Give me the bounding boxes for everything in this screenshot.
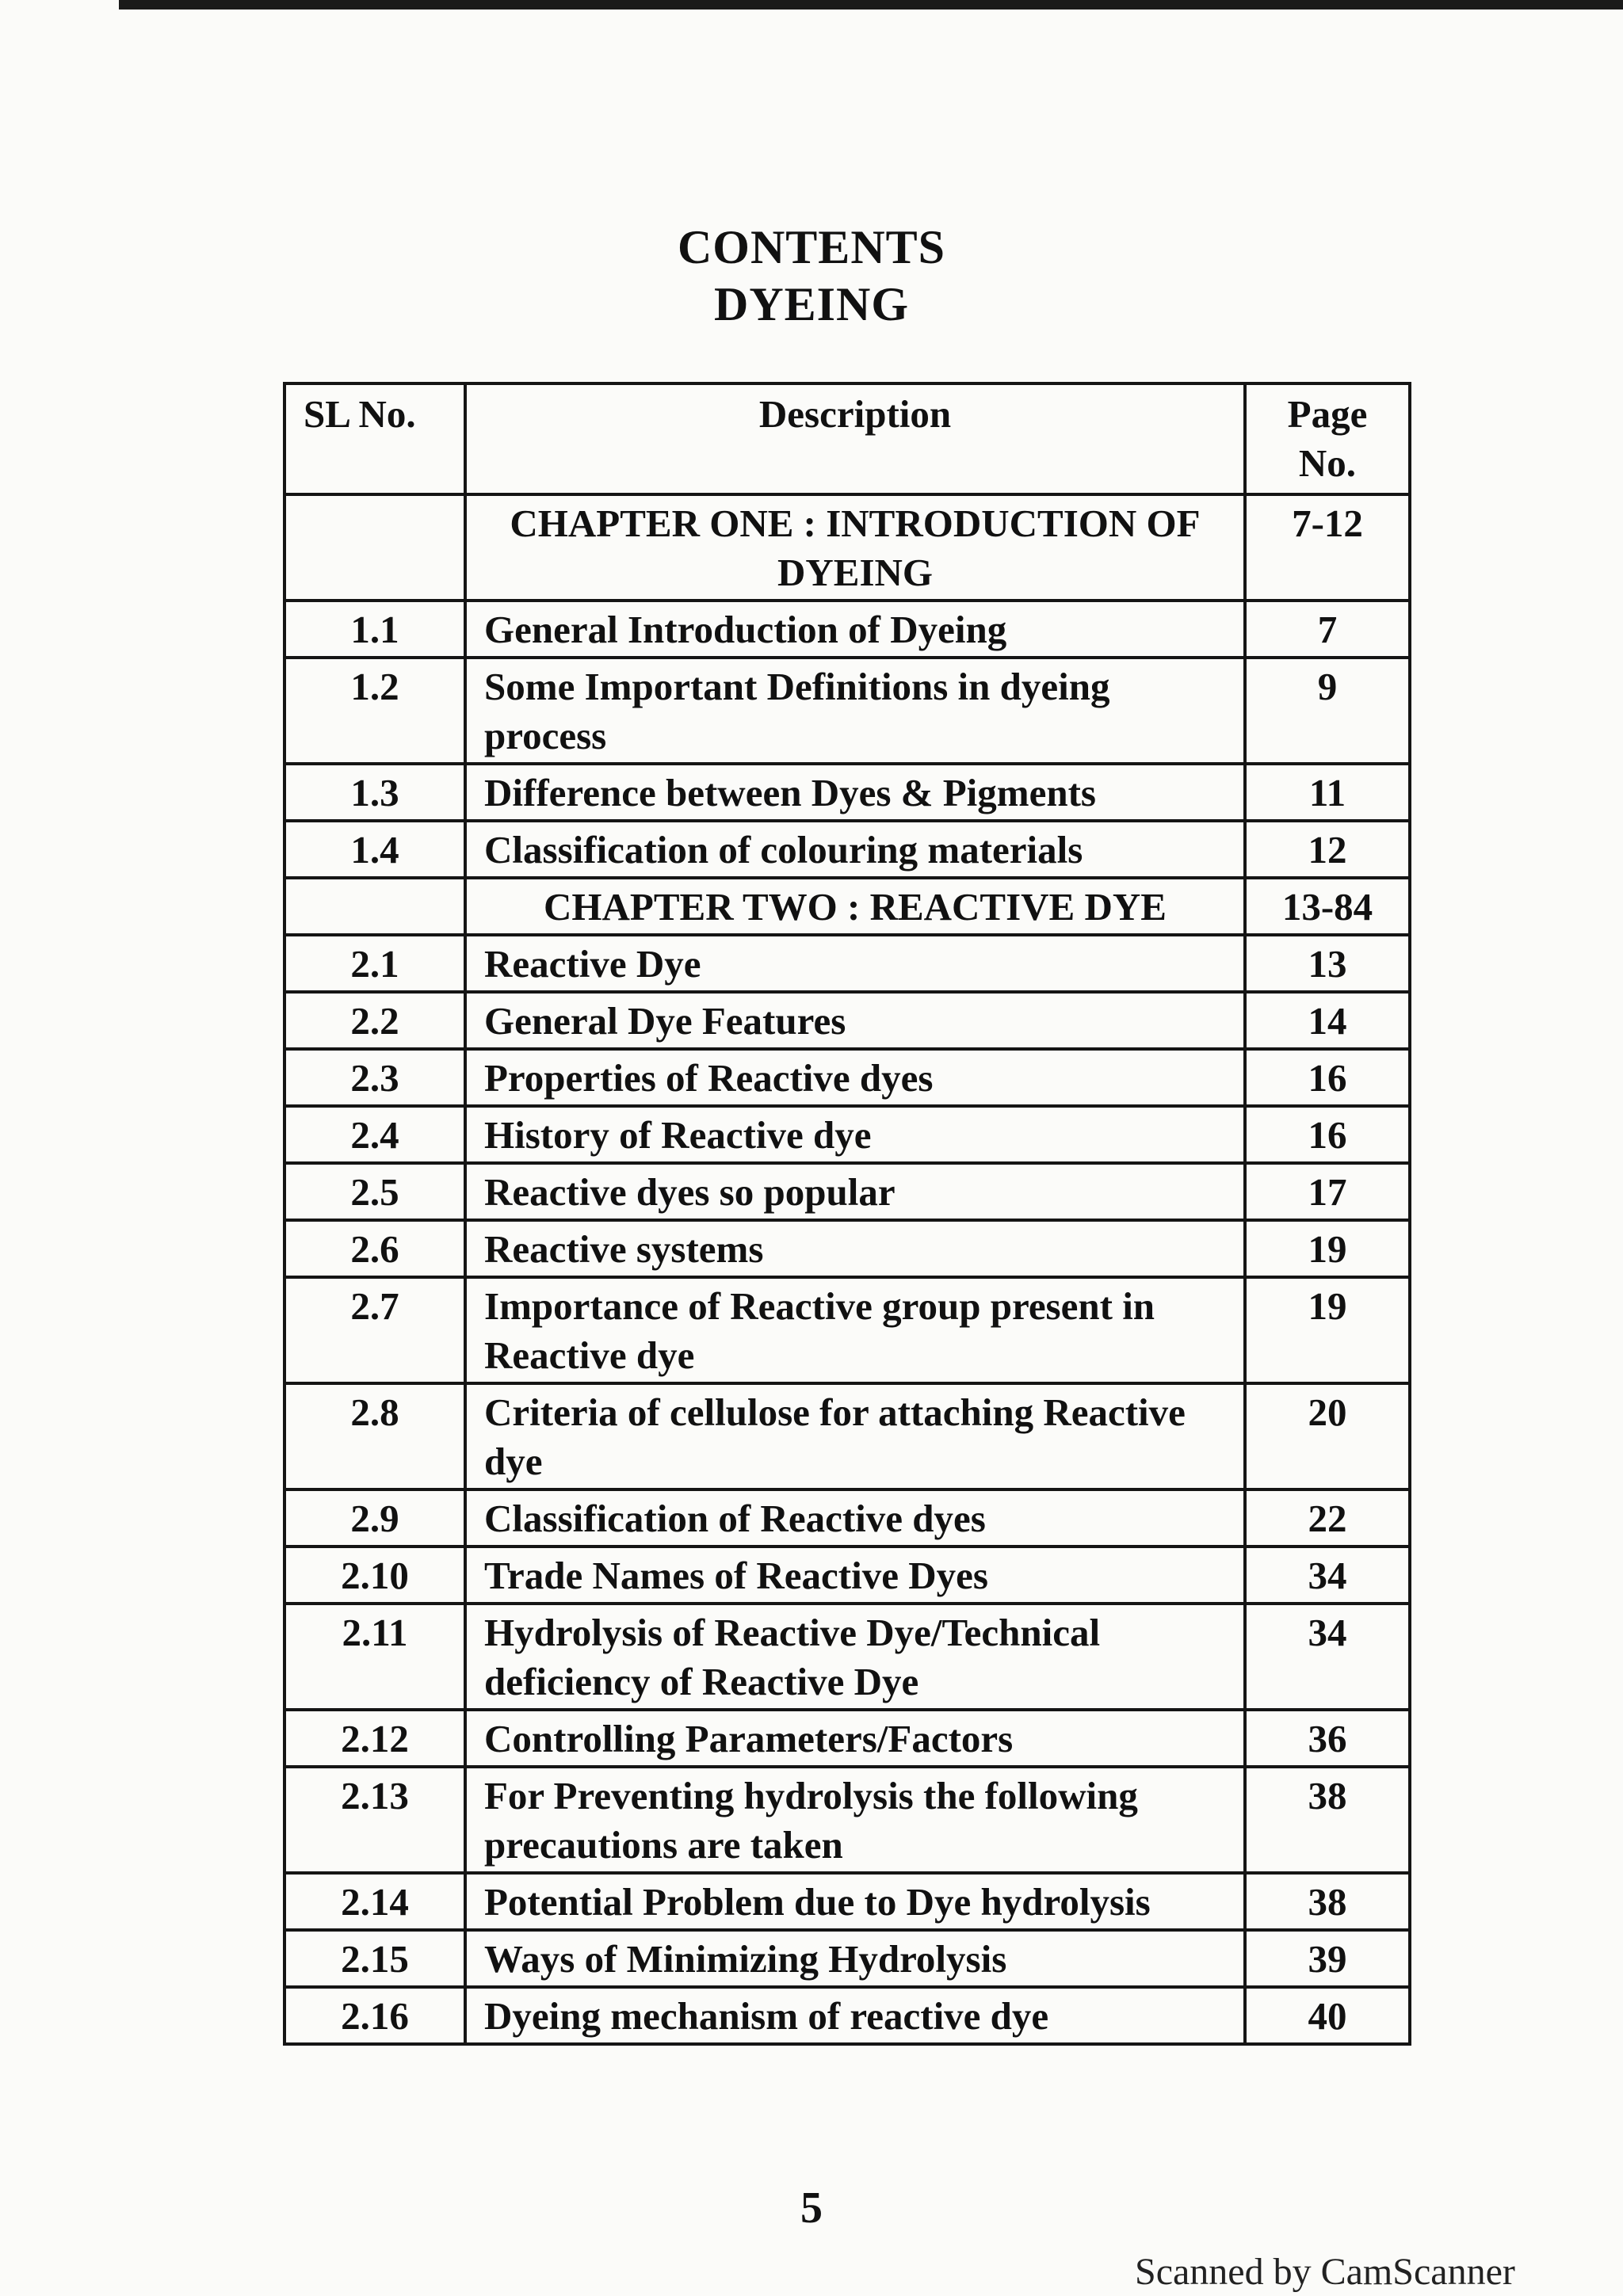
page-no-cell: 7 [1245, 601, 1410, 658]
description-cell: CHAPTER TWO : REACTIVE DYE [465, 878, 1245, 935]
page-no-cell: 14 [1245, 992, 1410, 1049]
description-cell: Importance of Reactive group present in Reactive dye [465, 1277, 1245, 1383]
table-row [285, 658, 1410, 764]
table-row [285, 935, 1410, 992]
contents-table [283, 382, 1411, 2046]
page-no-cell: 13 [1245, 935, 1410, 992]
table-row [285, 1710, 1410, 1767]
sl-no-cell: 1.2 [285, 658, 465, 764]
page-no-cell: 36 [1245, 1710, 1410, 1767]
table-row [285, 1604, 1410, 1710]
table-row [285, 764, 1410, 821]
page-no-cell: 38 [1245, 1873, 1410, 1930]
table-row [285, 601, 1410, 658]
description-cell: CHAPTER ONE : INTRODUCTION OF DYEING [465, 494, 1245, 601]
description-cell: Reactive dyes so popular [465, 1163, 1245, 1220]
contents-table-body [285, 494, 1410, 2044]
table-row [285, 1163, 1410, 1220]
description-cell: Properties of Reactive dyes [465, 1049, 1245, 1106]
page-number: 5 [800, 2183, 823, 2233]
sl-no-cell [285, 494, 465, 601]
page-no-cell: 19 [1245, 1220, 1410, 1277]
table-row [285, 1767, 1410, 1873]
page-no-cell: 22 [1245, 1489, 1410, 1547]
header-description: Description [465, 383, 1245, 494]
table-row [285, 1930, 1410, 1987]
sl-no-cell: 2.3 [285, 1049, 465, 1106]
description-cell: Potential Problem due to Dye hydrolysis [465, 1873, 1245, 1930]
description-cell: Controlling Parameters/Factors [465, 1710, 1245, 1767]
header-page-no: Page No. [1245, 383, 1410, 494]
chapter-row [285, 878, 1410, 935]
page-no-cell: 16 [1245, 1049, 1410, 1106]
table-row [285, 1220, 1410, 1277]
table-row [285, 1987, 1410, 2044]
sl-no-cell: 1.1 [285, 601, 465, 658]
scan-top-edge [119, 0, 1623, 10]
page-no-cell: 12 [1245, 821, 1410, 878]
sl-no-cell: 2.1 [285, 935, 465, 992]
sl-no-cell: 2.15 [285, 1930, 465, 1987]
description-cell: General Introduction of Dyeing [465, 601, 1245, 658]
scanner-watermark: Scanned by CamScanner [1135, 2251, 1515, 2293]
page-subtitle: DYEING [713, 278, 910, 330]
sl-no-cell: 2.8 [285, 1383, 465, 1489]
table-row [285, 1106, 1410, 1163]
sl-no-cell: 2.5 [285, 1163, 465, 1220]
page-no-cell: 40 [1245, 1987, 1410, 2044]
page-no-cell: 34 [1245, 1547, 1410, 1604]
table-row [285, 1277, 1410, 1383]
description-cell: Classification of Reactive dyes [465, 1489, 1245, 1547]
sl-no-cell: 2.14 [285, 1873, 465, 1930]
sl-no-cell: 1.3 [285, 764, 465, 821]
description-cell: Difference between Dyes & Pigments [465, 764, 1245, 821]
description-cell: Classification of colouring materials [465, 821, 1245, 878]
sl-no-cell: 2.16 [285, 1987, 465, 2044]
sl-no-cell: 2.12 [285, 1710, 465, 1767]
description-cell: Dyeing mechanism of reactive dye [465, 1987, 1245, 2044]
sl-no-cell: 2.13 [285, 1767, 465, 1873]
sl-no-cell: 2.2 [285, 992, 465, 1049]
chapter-row [285, 494, 1410, 601]
table-row [285, 1547, 1410, 1604]
page-no-cell: 19 [1245, 1277, 1410, 1383]
description-cell: Hydrolysis of Reactive Dye/Technical deficiency of Reactive Dye [465, 1604, 1245, 1710]
page-no-cell: 13-84 [1245, 878, 1410, 935]
description-cell: History of Reactive dye [465, 1106, 1245, 1163]
description-cell: For Preventing hydrolysis the following precautions are taken [465, 1767, 1245, 1873]
sl-no-cell: 2.7 [285, 1277, 465, 1383]
table-row [285, 1383, 1410, 1489]
description-cell: Ways of Minimizing Hydrolysis [465, 1930, 1245, 1987]
table-row [285, 1873, 1410, 1930]
page-no-cell: 11 [1245, 764, 1410, 821]
sl-no-cell: 2.9 [285, 1489, 465, 1547]
page-no-cell: 7-12 [1245, 494, 1410, 601]
table-row [285, 992, 1410, 1049]
page-no-cell: 39 [1245, 1930, 1410, 1987]
table-row [285, 1489, 1410, 1547]
sl-no-cell: 2.10 [285, 1547, 465, 1604]
page-title: CONTENTS [677, 221, 946, 273]
sl-no-cell [285, 878, 465, 935]
sl-no-cell: 2.11 [285, 1604, 465, 1710]
sl-no-cell: 2.4 [285, 1106, 465, 1163]
description-cell: Reactive Dye [465, 935, 1245, 992]
page-no-cell: 17 [1245, 1163, 1410, 1220]
description-cell: Criteria of cellulose for attaching Reactive dye [465, 1383, 1245, 1489]
table-row [285, 821, 1410, 878]
header-sl-no: SL No. [285, 383, 465, 494]
description-cell: General Dye Features [465, 992, 1245, 1049]
sl-no-cell: 2.6 [285, 1220, 465, 1277]
description-cell: Trade Names of Reactive Dyes [465, 1547, 1245, 1604]
page-no-cell: 38 [1245, 1767, 1410, 1873]
description-cell: Some Important Definitions in dyeing process [465, 658, 1245, 764]
page-no-cell: 9 [1245, 658, 1410, 764]
page-no-cell: 16 [1245, 1106, 1410, 1163]
table-row [285, 1049, 1410, 1106]
page-no-cell: 20 [1245, 1383, 1410, 1489]
sl-no-cell: 1.4 [285, 821, 465, 878]
description-cell: Reactive systems [465, 1220, 1245, 1277]
page-no-cell: 34 [1245, 1604, 1410, 1710]
table-header-row [285, 383, 1410, 494]
